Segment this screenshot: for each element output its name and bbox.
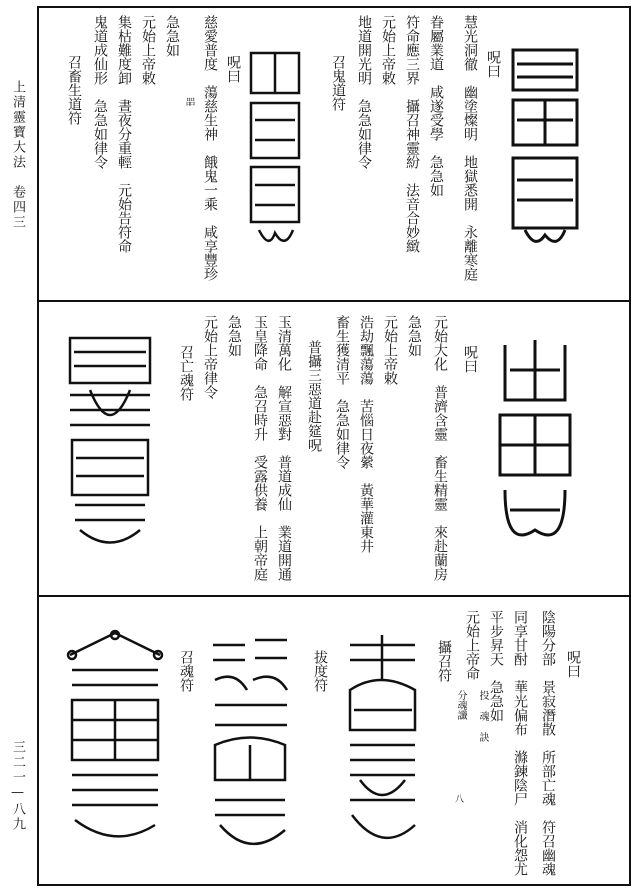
talisman-5 (340, 630, 425, 860)
s3-r-line-0: 呪曰 (565, 650, 581, 678)
s3-r-line-1: 陰陽分部 景寂潛散 所部亡魂 符召幽魂 (540, 610, 556, 876)
s2-l-line-1: 玉皇降命 急召時升 受露供養 上朝帝庭 (252, 315, 268, 581)
page-number: 三二一—八九 (10, 740, 25, 832)
s2-r-line-2: 急急如 (406, 315, 422, 357)
s2-r-line-0: 呪曰 (462, 345, 478, 373)
s2-r-line-3: 元始上帝敕 (382, 315, 398, 385)
s2-l-line-2: 急急如 (226, 315, 242, 357)
s1-r-line-5: 地道開光明 急急如律令 (356, 15, 372, 169)
s3-r-small: 投 魂 訣 (477, 690, 488, 742)
section-divider-2 (37, 595, 631, 597)
s1-l-line-6: 召畜生道符 (66, 55, 82, 125)
s1-r-line-0: 呪曰 (485, 50, 501, 78)
s2-l-line-0: 玉清萬化 解宣惡對 普道成仙 業道開通 (276, 315, 292, 581)
s1-l-line-2: 急急如 (164, 15, 180, 57)
s3-l-line-1: 召魂符 (178, 650, 194, 692)
s2-r-line-6: 普攝三惡道赴筵呪 (306, 340, 322, 452)
s1-r-line-2: 眷屬業道 咸遂受學 急急如 (428, 15, 444, 197)
s2-l-line-3: 元始上帝律令 (202, 315, 218, 399)
talisman-2 (245, 45, 305, 255)
s1-r-line-6: 召鬼道符 (330, 55, 346, 111)
talisman-1 (505, 40, 585, 255)
s3-r-line-6: 攝召符 (436, 640, 452, 682)
s2-r-line-4: 浩劫飄蕩蕩 苦惱日夜縈 黃華灌東井 (358, 315, 374, 553)
s1-l-line-1: 慈愛普度 蕩慈生神 餓鬼一乘 咸享豐珍 (202, 15, 218, 281)
small-mark-1: 㗊 (186, 98, 196, 108)
s2-r-line-1: 元始大化 普濟含靈 畜生精靈 來赴蘭房 (432, 315, 448, 581)
s1-l-line-0: 呪曰 (225, 55, 241, 83)
s1-l-line-3: 元始上帝敕 (140, 15, 156, 85)
s1-l-line-5: 鬼道成仙形 急急如律令 (92, 15, 108, 169)
book-title: 上清靈寶大法 卷四三 (10, 80, 25, 230)
s1-r-line-4: 元始上帝敕 (380, 15, 396, 85)
small-mark-2: 八 (455, 795, 465, 805)
talisman-3 (490, 330, 580, 570)
talisman-4 (60, 330, 160, 560)
s3-r-line-3: 平步昇天 急急如 (488, 610, 504, 722)
section-divider-1 (37, 300, 631, 302)
s2-l-line-4: 召亡魂符 (178, 345, 194, 401)
s3-r-line-2: 同享甘酎 華光偏布 滌鍊陰尸 消化怨尤 (512, 610, 528, 876)
s3-r-line-4: 元始上帝命 (464, 610, 480, 680)
s1-r-line-3: 符命應三界 攝召神靈紛 法音合妙緻 (404, 15, 420, 253)
s1-r-line-1: 慧光洞徹 幽塗燦明 地獄悉開 永離寒庭 (462, 15, 478, 281)
s1-l-line-4: 集枯難度卸 晝夜分重輕 元始告符命 (116, 15, 132, 253)
s3-l-line-0: 拔度符 (312, 650, 328, 692)
talisman-7 (60, 625, 170, 855)
s2-r-line-5: 畜生獲清平 急急如律令 (334, 315, 350, 469)
talisman-6 (205, 630, 295, 860)
s3-r-line-5: 分魂讖 (455, 690, 466, 720)
